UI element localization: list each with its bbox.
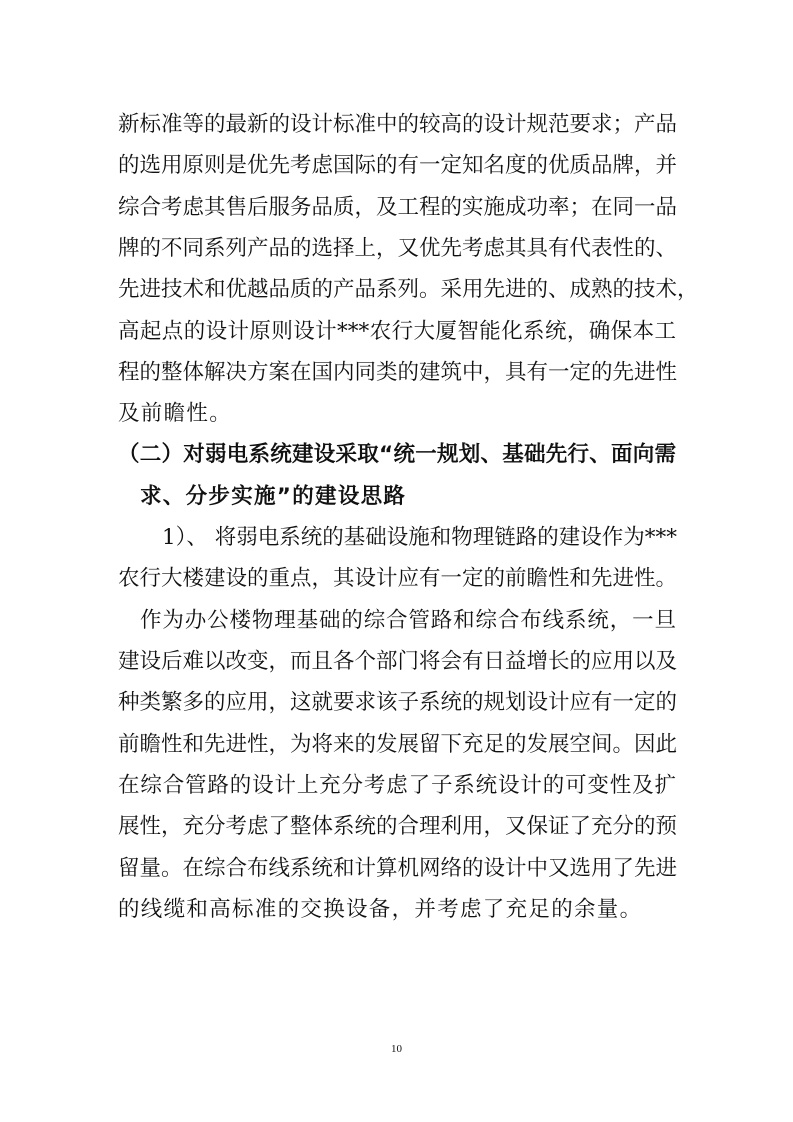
body-text-line: 种类繁多的应用，这就要求该子系统的规划设计应有一定的 xyxy=(118,690,678,715)
body-text-line: 的选用原则是优先考虑国际的有一定知名度的优质品牌，并 xyxy=(118,153,678,178)
body-text-line: 的线缆和高标准的交换设备，并考虑了充足的余量。 xyxy=(118,897,643,922)
body-text-line: 在综合管路的设计上充分考虑了子系统设计的可变性及扩 xyxy=(118,773,676,798)
body-text-line: 建设后难以改变，而且各个部门将会有日益增长的应用以及 xyxy=(118,649,678,674)
body-text-line: 展性，充分考虑了整体系统的合理利用，又保证了充分的预 xyxy=(118,814,678,839)
body-text-line: 综合考虑其售后服务品质，及工程的实施成功率；在同一品 xyxy=(118,195,678,220)
body-text-line: 作为办公楼物理基础的综合管路和综合布线系统，一旦 xyxy=(140,608,676,633)
body-text-line: 新标准等的最新的设计标准中的较高的设计规范要求；产品 xyxy=(118,112,678,137)
body-text-line: 前瞻性和先进性，为将来的发展留下充足的发展空间。因此 xyxy=(118,732,678,757)
section-heading: 求、分步实施”的建设思路 xyxy=(140,484,407,509)
section-heading: （二）对弱电系统建设采取“统一规划、基础先行、面向需 xyxy=(118,442,676,467)
list-item-text: 1）、 将弱电系统的基础设施和物理链路的建设作为*** xyxy=(162,525,678,550)
body-text-line: 及前瞻性。 xyxy=(118,401,233,426)
body-text-line: 高起点的设计原则设计***农行大厦智能化系统，确保本工 xyxy=(118,319,676,344)
body-text-line: 留量。在综合布线系统和计算机网络的设计中又选用了先进 xyxy=(118,856,678,881)
body-text-line: 农行大楼建设的重点，其设计应有一定的前瞻性和先进性。 xyxy=(118,566,678,591)
body-text-line: 程的整体解决方案在国内同类的建筑中，具有一定的先进性 xyxy=(118,360,678,385)
page-number: 10 xyxy=(391,1043,402,1055)
body-text-line: 先进技术和优越品质的产品系列。采用先进的、成熟的技术， xyxy=(118,277,699,302)
body-text-line: 牌的不同系列产品的选择上，又优先考虑其具有代表性的、 xyxy=(118,236,678,261)
